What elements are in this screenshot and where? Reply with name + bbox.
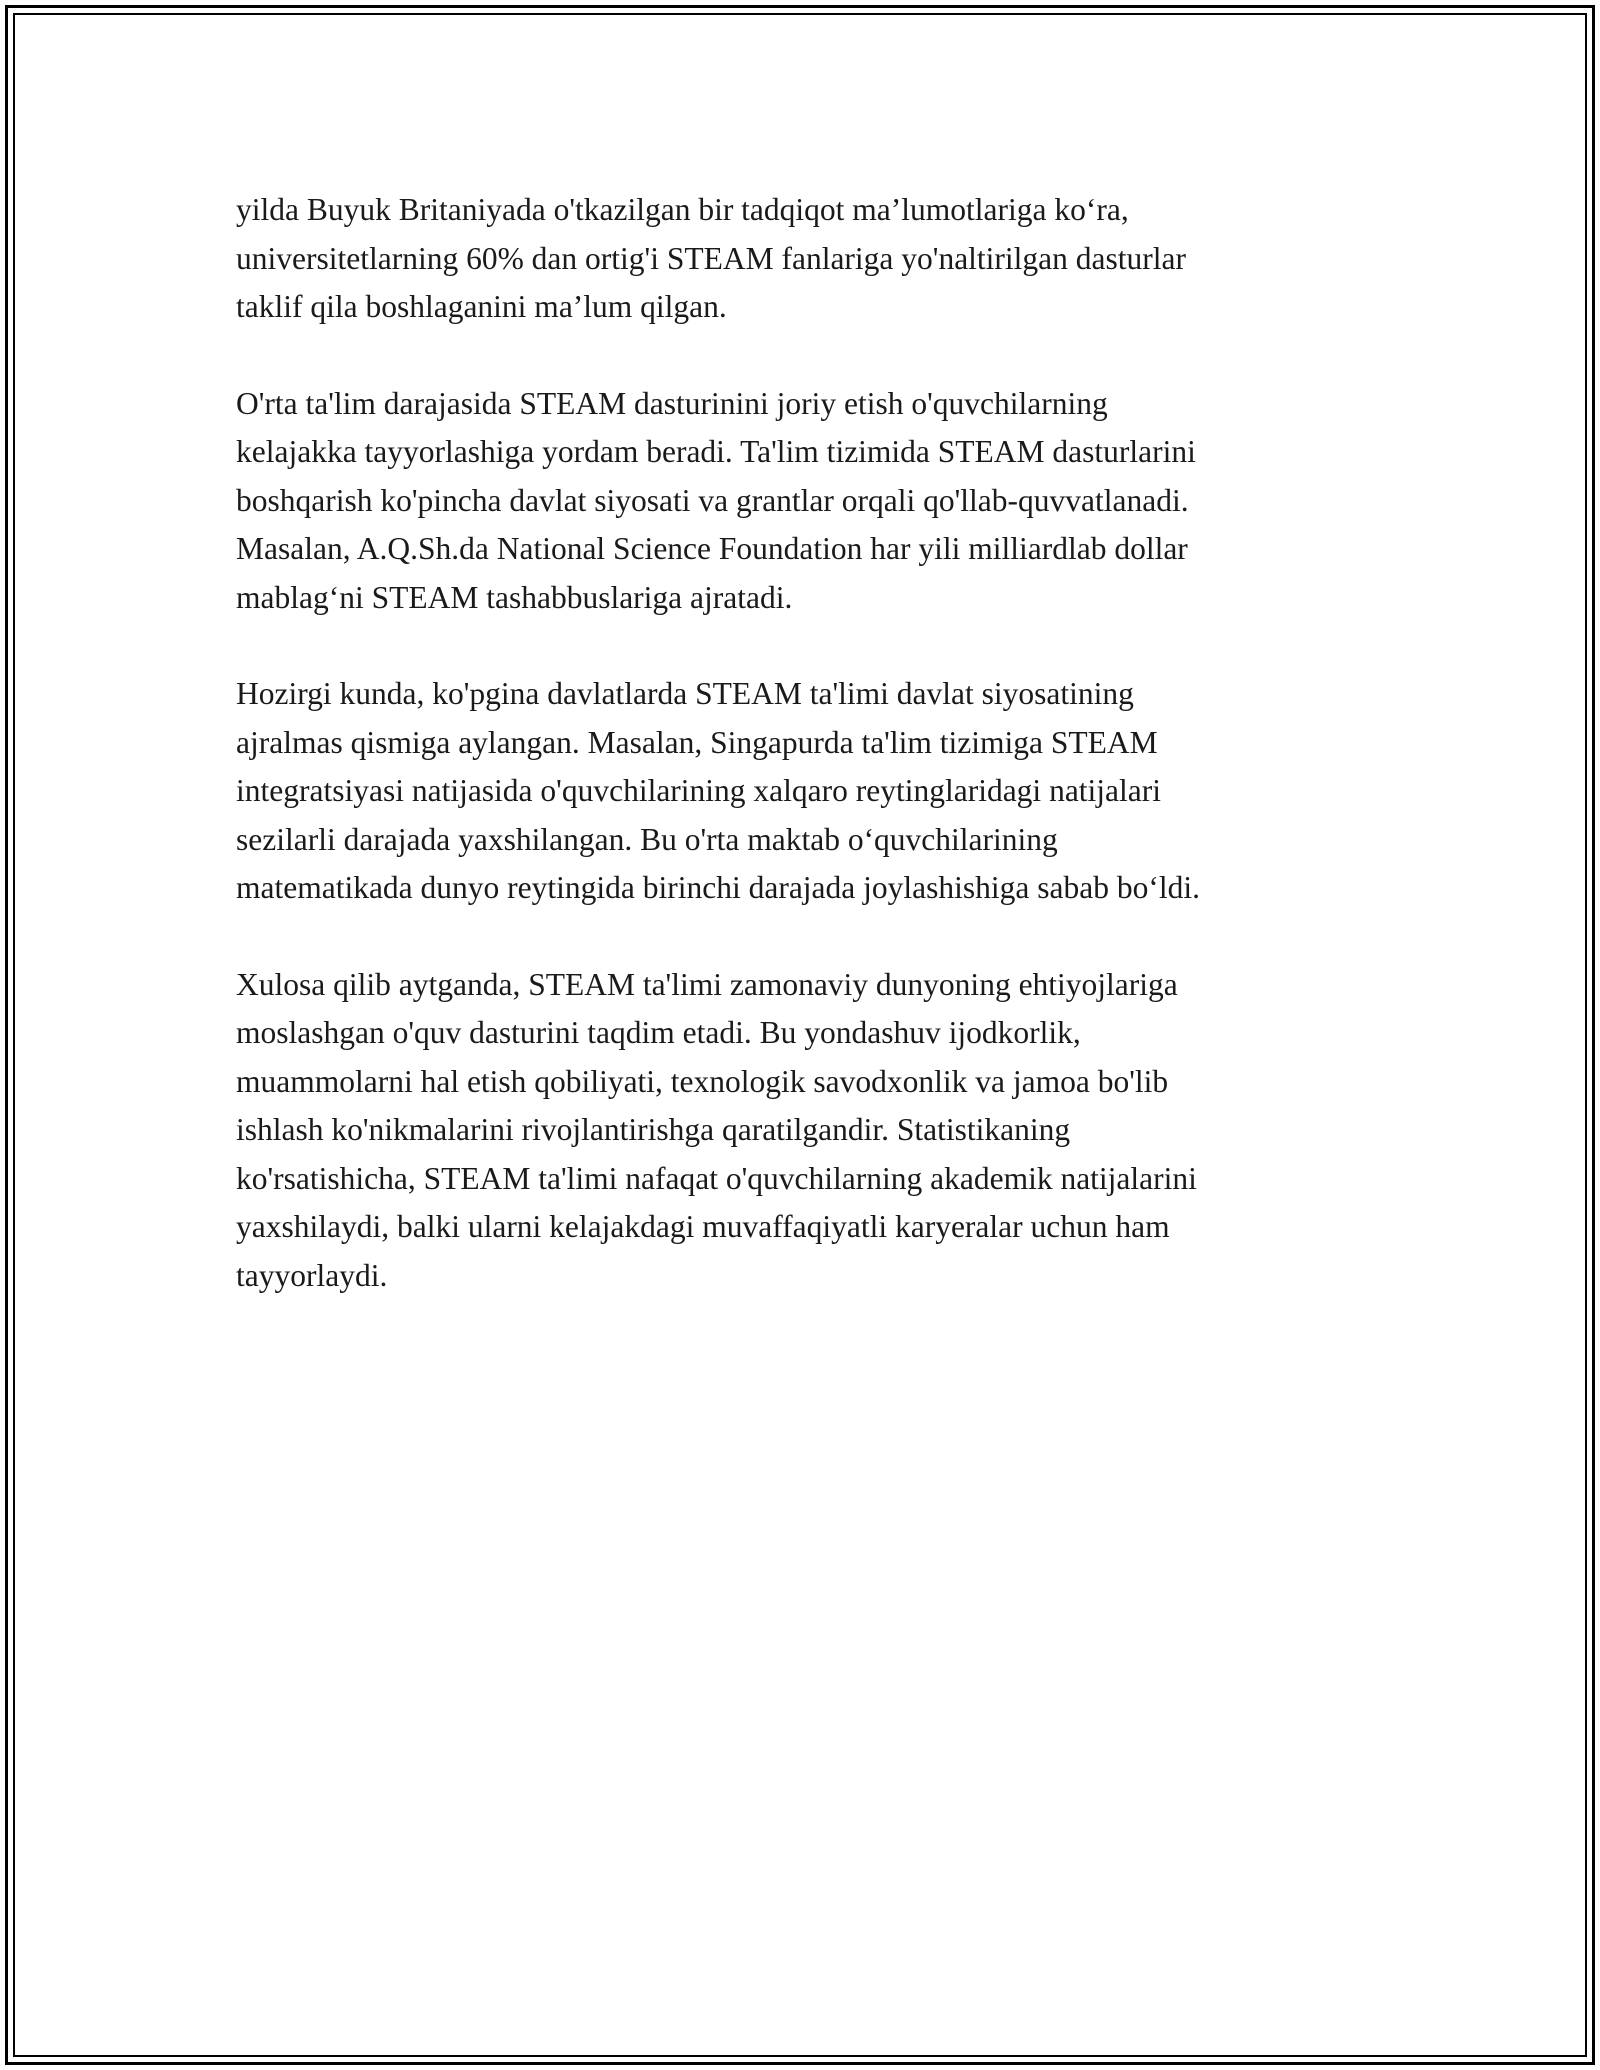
text-line: yaxshilaydi, balki ularni kelajakdagi muvaffaqiyatli karyeralar uchun ham <box>236 1209 1170 1244</box>
document-body <box>236 186 1376 1348</box>
text-line: matematikada dunyo reytingida birinchi darajada joylashishiga sabab bo‘ldi. <box>236 870 1200 905</box>
text-line: mablag‘ni STEAM tashabbuslariga ajratadi. <box>236 579 793 615</box>
text-line: Hozirgi kunda, ko'pgina davlatlarda STEAM ta'limi davlat siyosatining <box>236 676 1134 711</box>
text-line: Xulosa qilib aytganda, STEAM ta'limi zamonaviy dunyoning ehtiyojlariga <box>236 966 1178 1002</box>
text-line: ishlash ko'nikmalarini rivojlantirishga qaratilgandir. Statistikaning <box>236 1112 1071 1147</box>
text-line: universitetlarning 60% dan ortig'i STEAM fanlariga yo'naltirilgan dasturlar <box>236 240 1186 276</box>
text-line: Masalan, A.Q.Sh.da National Science Foundation har yili milliardlab dollar <box>236 531 1188 566</box>
paragraph <box>236 670 1376 913</box>
paragraph <box>236 186 1376 332</box>
text-line: boshqarish ko'pincha davlat siyosati va grantlar orqali qo'llab-quvvatlanadi. <box>236 482 1189 518</box>
text-line: kelajakka tayyorlashiga yordam beradi. Ta'lim tizimida STEAM dasturlarini <box>236 434 1196 469</box>
text-line: ko'rsatishicha, STEAM ta'limi nafaqat o'quvchilarning akademik natijalarini <box>236 1160 1197 1196</box>
text-line: integratsiyasi natijasida o'quvchilarining xalqaro reytinglaridagi natijalari <box>236 773 1162 808</box>
text-line: ajralmas qismiga aylangan. Masalan, Singapurda ta'lim tizimiga STEAM <box>236 724 1158 760</box>
text-line: muammolarni hal etish qobiliyati, texnologik savodxonlik va jamoa bo'lib <box>236 1063 1169 1099</box>
paragraph <box>236 380 1376 623</box>
text-line: sezilarli darajada yaxshilangan. Bu o'rta maktab o‘quvchilarining <box>236 821 1058 857</box>
text-line: tayyorlaydi. <box>236 1257 388 1293</box>
text-line: moslashgan o'quv dasturini taqdim etadi. Bu yondashuv ijodkorlik, <box>236 1015 1081 1050</box>
text-line: yilda Buyuk Britaniyada o'tkazilgan bir tadqiqot ma’lumotlariga ko‘ra, <box>236 192 1129 227</box>
paragraph <box>236 961 1376 1301</box>
text-line: taklif qila boshlaganini ma’lum qilgan. <box>236 289 727 324</box>
text-line: O'rta ta'lim darajasida STEAM dasturinini joriy etish o'quvchilarning <box>236 385 1108 421</box>
